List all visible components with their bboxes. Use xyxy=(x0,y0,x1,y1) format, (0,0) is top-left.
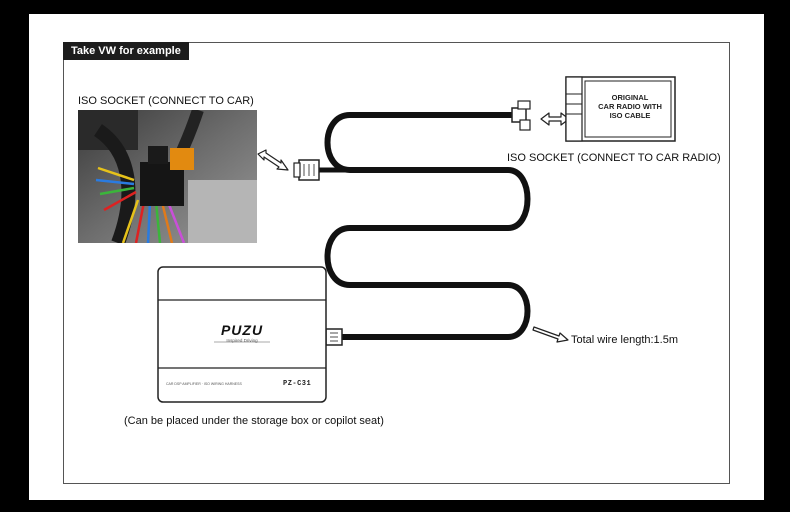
radio-line-1: ORIGINAL xyxy=(611,93,649,102)
amplifier-brand: PUZU xyxy=(220,322,264,338)
car-side-connector xyxy=(294,160,319,180)
double-arrow-radio xyxy=(541,113,569,125)
amplifier-plug xyxy=(326,329,342,345)
amplifier-model: PZ-C31 xyxy=(283,380,312,388)
harness-cable xyxy=(328,115,528,337)
wire-length-label: Total wire length:1.5m xyxy=(571,334,678,346)
example-tab-label: Take VW for example xyxy=(63,42,189,60)
radio-line-3: ISO CABLE xyxy=(609,111,651,120)
radio-box-text xyxy=(585,93,675,120)
wire-length-pointer xyxy=(533,327,568,342)
iso-socket-car-label: ISO SOCKET (CONNECT TO CAR) xyxy=(78,95,254,107)
placement-note: (Can be placed under the storage box or copilot seat) xyxy=(124,415,384,427)
double-arrow-car xyxy=(258,150,288,170)
amplifier-description: CAR DSP AMPLIFIER · ISO WIRING HARNESS xyxy=(166,382,242,386)
radio-line-2: CAR RADIO WITH xyxy=(598,102,662,111)
radio-side-connector xyxy=(512,101,530,130)
iso-socket-radio-label: ISO SOCKET (CONNECT TO CAR RADIO) xyxy=(507,152,721,164)
amplifier-tagline: Inspired Driving xyxy=(226,338,258,343)
